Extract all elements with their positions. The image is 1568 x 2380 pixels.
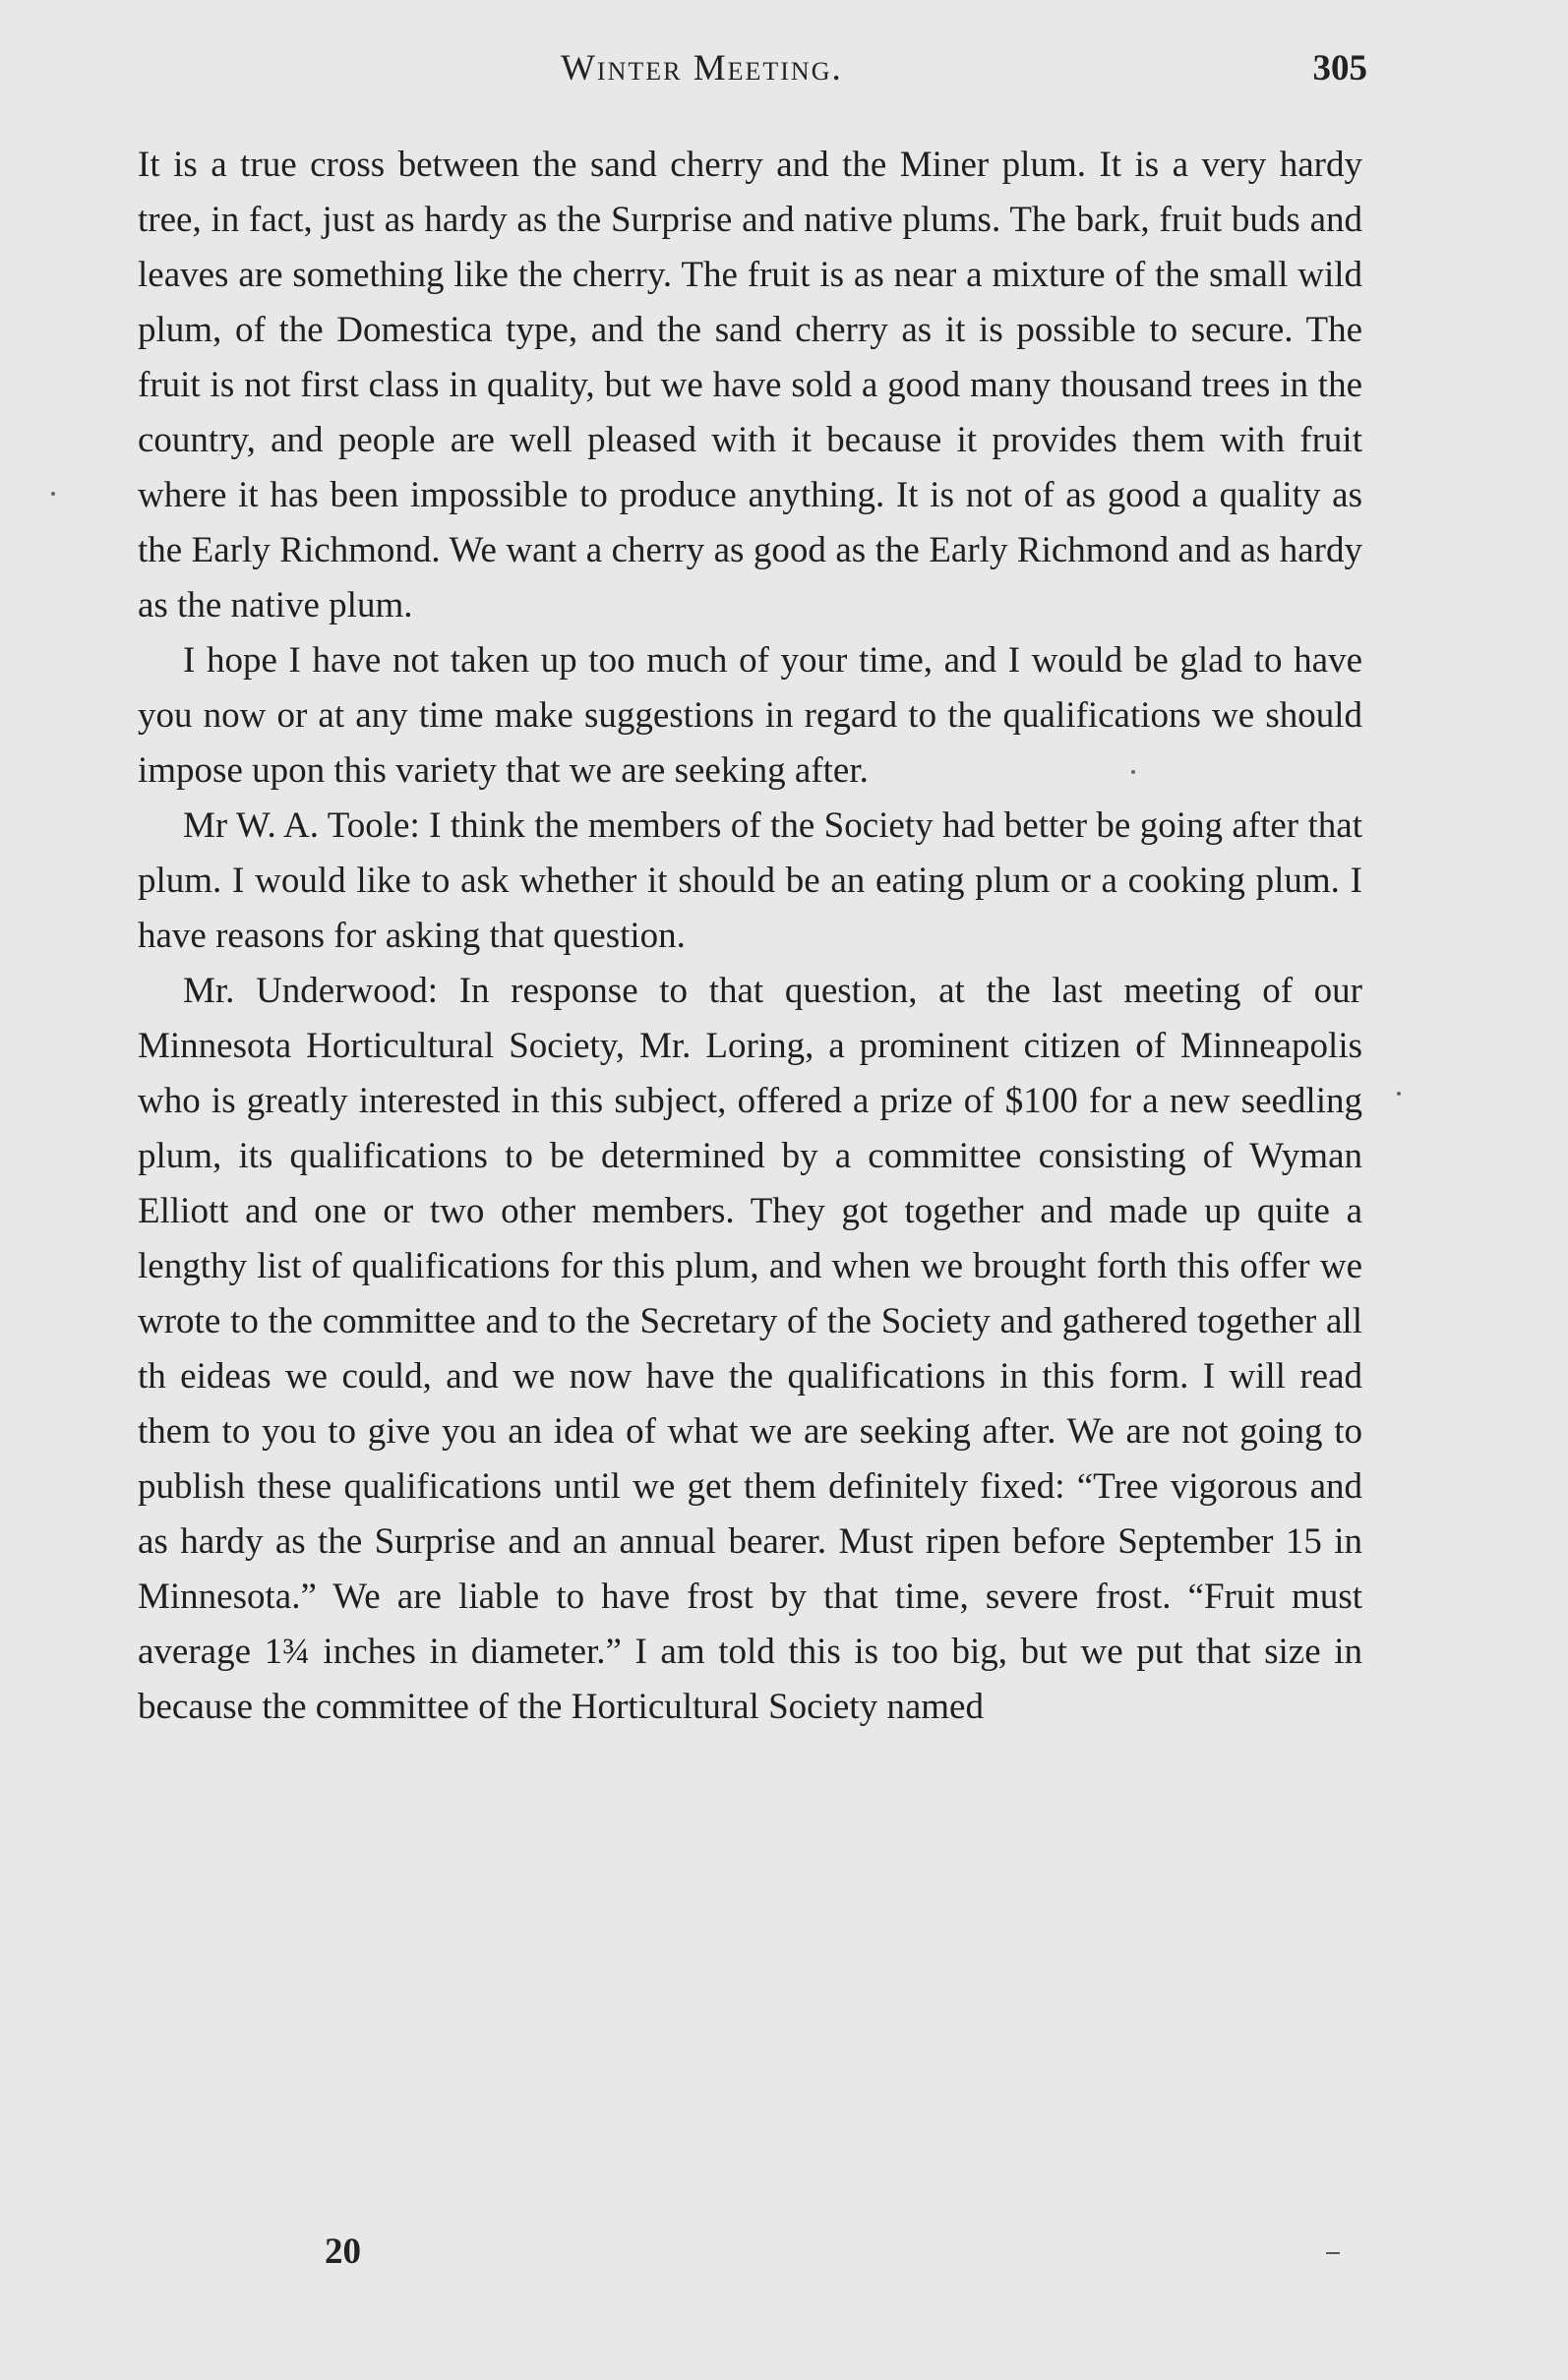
paper-speck [1131, 770, 1135, 774]
page-number: 305 [1312, 48, 1367, 89]
paper-speck [51, 492, 55, 496]
paragraph-toole-question: Mr W. A. Toole: I think the members of the Society had better be going after that plum. I would like to ask whether it should be an eating plum or a cooking plum. I have reasons for asking that question. [138, 805, 1362, 956]
body-text [138, 138, 1362, 1735]
paper-speck [1397, 1092, 1401, 1096]
page-header [157, 47, 1367, 96]
paragraph-cross-description: It is a true cross between the sand cherry and the Miner plum. It is a very hardy tree, in fact, just as hardy as the Surprise and native plums. The bark, fruit buds and leaves are something like the cherry. The fruit is as near a mixture of the small wild plum, of the Domestica type, and the sand cherry as it is possible to secure. The fruit is not first class in quality, but we have sold a good many thousand trees in the country, and people are well pleased with it because it provides them with fruit where it has been impossible to produce anything. It is not of as good a quality as the Early Richmond. We want a cherry as good as the Early Richmond and as hardy as the native plum. [138, 145, 1362, 625]
running-title: Winter Meeting. [561, 48, 843, 89]
paragraph-underwood-response: Mr. Underwood: In response to that question, at the last meeting of our Minnesota Horticultural Society, Mr. Loring, a prominent citizen of Minneapolis who is greatly interested in this subject, offered a prize of $100 for a new seedling plum, its qualifications to be determined by a committee consisting of Wyman Elliott and one or two other members. They got together and made up quite a lengthy list of qualifications for this plum, and when we brought forth this offer we wrote to the committee and to the Secretary of the Society and gathered together all th eideas we could, and we now have the qualifications in this form. I will read them to you to give you an idea of what we are seeking after. We are not going to publish these qualifications until we get them definitely fixed: “Tree vigorous and as hardy as the Surprise and an annual bearer. Must ripen before September 15 in Minnesota.” We are liable to have frost by that time, severe frost. “Fruit must average 1¾ inches in diameter.” I am told this is too big, but we put that size in because the committee of the Horticultural Society named [138, 971, 1362, 1727]
paragraph-closing-remarks: I hope I have not taken up too much of your time, and I would be glad to have you now or at any time make suggestions in regard to the qualifications we should impose upon this variety that we are seeking after. [138, 640, 1362, 791]
print-dash-mark [1326, 2252, 1340, 2254]
signature-mark: 20 [325, 2231, 361, 2272]
